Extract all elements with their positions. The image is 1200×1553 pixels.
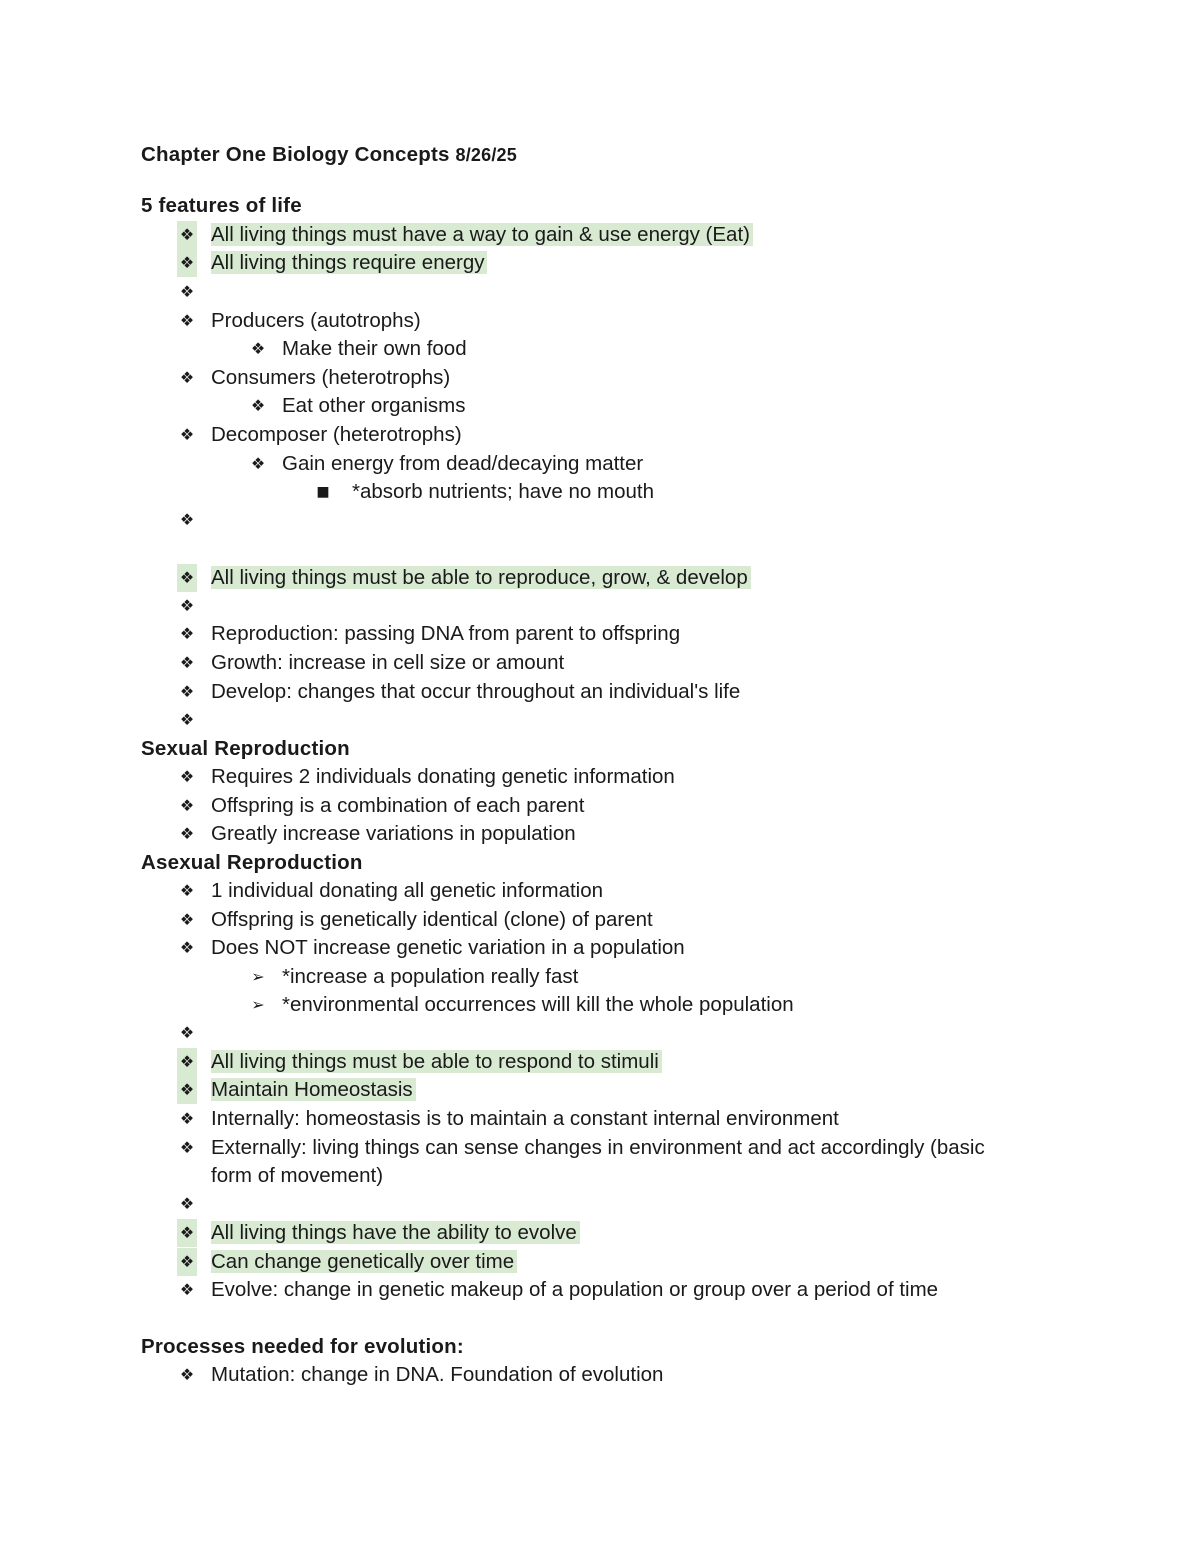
diamond-bullet-icon: ❖ [179,510,195,529]
list-item: Externally: living things can sense changes in environment and act accordingly (basic [211,1136,985,1159]
list-item: All living things must be able to reproduce, grow, & develop [211,564,751,592]
diamond-bullet-icon: ❖ [179,1194,195,1213]
diamond-bullet-icon: ❖ [250,339,266,358]
list-item: Offspring is genetically identical (clone) of parent [211,908,653,931]
list-item: All living things must be able to respond to stimuli [211,1048,662,1076]
diamond-bullet-icon: ❖ [179,624,195,643]
list-item: Offspring is a combination of each parent [211,794,585,817]
diamond-bullet-icon: ❖ [177,564,197,592]
list-item: Maintain Homeostasis [211,1076,416,1104]
diamond-bullet-icon: ❖ [179,282,195,301]
arrow-bullet-icon: ➢ [251,967,265,986]
diamond-bullet-icon: ❖ [177,1076,197,1104]
list-item: All living things have the ability to evolve [211,1219,580,1247]
arrow-bullet-icon: ➢ [251,995,265,1014]
diamond-bullet-icon: ❖ [179,710,195,729]
diamond-bullet-icon: ❖ [179,824,195,843]
list-item: Reproduction: passing DNA from parent to offspring [211,622,681,645]
section-heading-processes: Processes needed for evolution: [141,1335,464,1358]
diamond-bullet-icon: ❖ [179,910,195,929]
diamond-bullet-icon: ❖ [179,1109,195,1128]
diamond-bullet-icon: ❖ [179,653,195,672]
diamond-bullet-icon: ❖ [179,938,195,957]
diamond-bullet-icon: ❖ [179,767,195,786]
page-title [141,141,517,169]
diamond-bullet-icon: ❖ [179,1280,195,1299]
list-item: *environmental occurrences will kill the whole population [282,993,794,1016]
section-heading-sexual: Sexual Reproduction [141,737,350,760]
list-item: Mutation: change in DNA. Foundation of evolution [211,1363,664,1386]
diamond-bullet-icon: ❖ [179,425,195,444]
diamond-bullet-icon: ❖ [179,368,195,387]
list-item: Make their own food [282,337,467,360]
diamond-bullet-icon: ❖ [179,682,195,701]
list-item: Requires 2 individuals donating genetic information [211,765,675,788]
title-date: 8/26/25 [455,145,517,165]
list-item: Develop: changes that occur throughout an individual's life [211,680,741,703]
square-bullet-icon: ■ [316,484,330,500]
list-item: *increase a population really fast [282,965,579,988]
diamond-bullet-icon: ❖ [179,1023,195,1042]
list-item: Producers (autotrophs) [211,309,421,332]
diamond-bullet-icon: ❖ [179,596,195,615]
list-item: All living things require energy [211,249,487,277]
diamond-bullet-icon: ❖ [177,249,197,277]
list-item: Internally: homeostasis is to maintain a constant internal environment [211,1107,839,1130]
diamond-bullet-icon: ❖ [179,311,195,330]
title-main: Chapter One Biology Concepts [141,143,450,166]
list-item-continuation: form of movement) [211,1164,384,1187]
diamond-bullet-icon: ❖ [250,454,266,473]
diamond-bullet-icon: ❖ [177,221,197,249]
diamond-bullet-icon: ❖ [177,1048,197,1076]
list-item: Gain energy from dead/decaying matter [282,452,644,475]
diamond-bullet-icon: ❖ [179,796,195,815]
list-item: 1 individual donating all genetic information [211,879,604,902]
diamond-bullet-icon: ❖ [177,1219,197,1247]
list-item: Growth: increase in cell size or amount [211,651,565,674]
section-heading-asexual: Asexual Reproduction [141,851,363,874]
list-item: Consumers (heterotrophs) [211,366,451,389]
diamond-bullet-icon: ❖ [179,881,195,900]
list-item: Greatly increase variations in population [211,822,576,845]
list-item: Decomposer (heterotrophs) [211,423,462,446]
section-heading-features: 5 features of life [141,194,302,217]
diamond-bullet-icon: ❖ [250,396,266,415]
diamond-bullet-icon: ❖ [179,1138,195,1157]
diamond-bullet-icon: ❖ [179,1365,195,1384]
list-item: Evolve: change in genetic makeup of a population or group over a period of time [211,1278,939,1301]
list-item: Can change genetically over time [211,1248,517,1276]
list-item: All living things must have a way to gain & use energy (Eat) [211,221,753,249]
list-item: Eat other organisms [282,394,466,417]
list-item: *absorb nutrients; have no mouth [352,480,654,503]
diamond-bullet-icon: ❖ [177,1248,197,1276]
list-item: Does NOT increase genetic variation in a population [211,936,685,959]
